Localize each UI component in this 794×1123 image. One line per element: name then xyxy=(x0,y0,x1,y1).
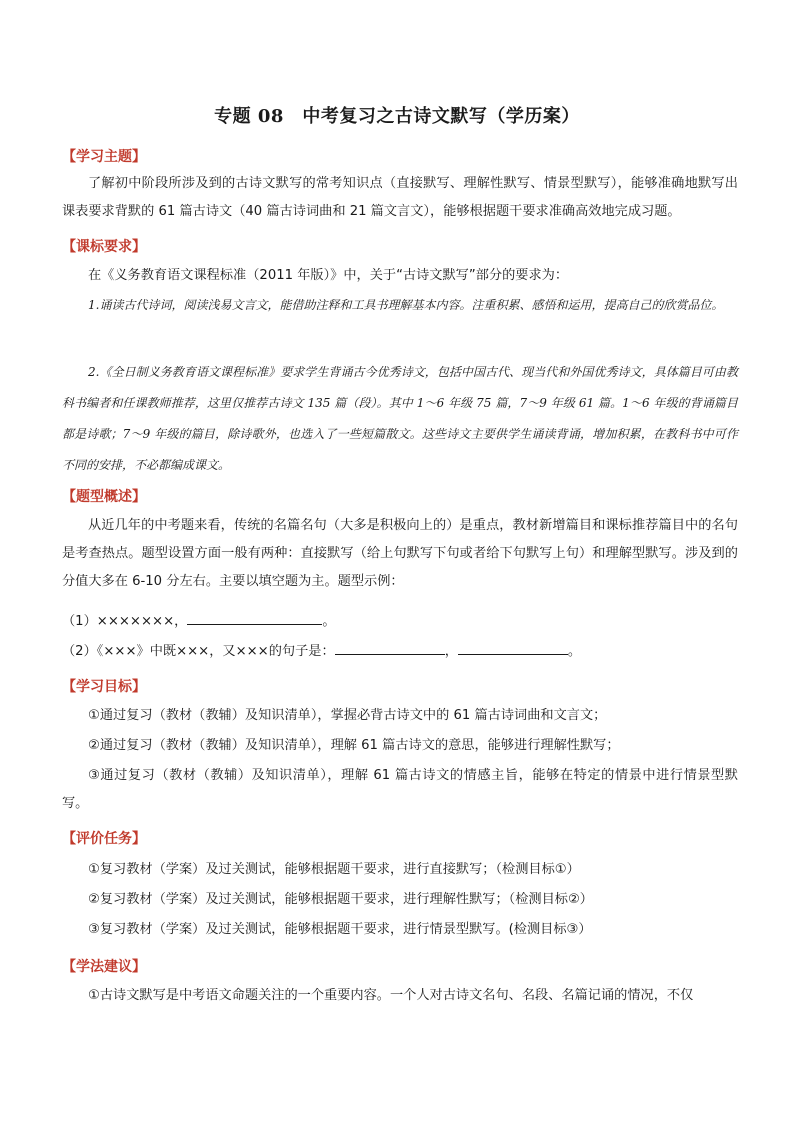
answer-blank[interactable] xyxy=(335,640,445,655)
answer-blank[interactable] xyxy=(458,640,568,655)
goal-item: ①通过复习（教材（教辅）及知识清单），掌握必背古诗文中的 61 篇古诗词曲和文言文； xyxy=(88,708,607,723)
goal-item: ③通过复习（教材（教辅）及知识清单），理解 61 篇古诗文的情感主旨，能够在特定的情景中进行情景型默写。 xyxy=(62,768,738,811)
curriculum-item-1: 1.诵读古代诗词，阅读浅易文言文，能借助注释和工具书理解基本内容。注重积累、感悟和运用，提高自己的欣赏品位。 xyxy=(88,298,724,312)
advice-body: ①古诗文默写是中考语文命题关注的一个重要内容。一个人对古诗文名句、名段、名篇记诵的情况，不仅 xyxy=(88,988,694,1003)
example-2-text: （2）《×××》中既×××，又×××的句子是： xyxy=(62,644,335,659)
heading-overview: 【题型概述】 xyxy=(62,489,146,505)
heading-advice: 【学法建议】 xyxy=(62,959,146,975)
task-item: ③复习教材（学案）及过关测试，能够根据题干要求，进行情景型默写。(检测目标③） xyxy=(88,922,592,937)
heading-theme: 【学习主题】 xyxy=(62,149,146,165)
example-1-text: （1）×××××××， xyxy=(62,614,188,629)
heading-tasks: 【评价任务】 xyxy=(62,831,146,847)
overview-body: 从近几年的中考题来看，传统的名篇名句（大多是积极向上的）是重点，教材新增篇目和课标推荐篇目中的名句是考查热点。题型设置方面一般有两种：直接默写（给上句默写下句或者给下句默写上句）和理解型默写。涉及到的分值大多在 6-10 分左右。主要以填空题为主。题型示例： xyxy=(62,518,738,589)
page-title: 专题 08 中考复习之古诗文默写（学历案） xyxy=(214,106,580,127)
example-1 xyxy=(62,610,336,634)
curriculum-item-2: 2.《全日制义务教育语文课程标准》要求学生背诵古今优秀诗文，包括中国古代、现当代和外国优秀诗文，具体篇目可由教科书编者和任课教师推荐，这里仅推荐古诗文 135 篇（段）。其中 1～6 年级 75 篇，7～9 年级 61 篇。1～6 年级的背诵篇目都是诗歌；7～9 年级的篇目，除诗歌外，也选入了一些短篇散文。这些诗文主要供学生诵读背诵，增加积累，在教科书中可作不同的安排，不必都编成课文。 xyxy=(62,365,738,472)
goal-item: ②通过复习（教材（教辅）及知识清单），理解 61 篇古诗文的意思，能够进行理解性默写； xyxy=(88,738,620,753)
theme-body: 了解初中阶段所涉及到的古诗文默写的常考知识点（直接默写、理解性默写、情景型默写），能够准确地默写出课表要求背默的 61 篇古诗文（40 篇古诗词曲和 21 篇文言文），能够根据题干要求准确高效地完成习题。 xyxy=(62,176,738,219)
example-2-end: 。 xyxy=(567,644,582,659)
example-2 xyxy=(62,640,581,664)
heading-goals: 【学习目标】 xyxy=(62,679,146,695)
answer-blank[interactable] xyxy=(187,610,322,625)
heading-curriculum: 【课标要求】 xyxy=(62,239,146,255)
curriculum-intro: 在《义务教育语文课程标准（2011 年版）》中，关于“古诗文默写”部分的要求为： xyxy=(88,268,569,283)
task-item: ①复习教材（学案）及过关测试，能够根据题干要求，进行直接默写；（检测目标①） xyxy=(88,862,580,877)
task-item: ②复习教材（学案）及过关测试，能够根据题干要求，进行理解性默写；（检测目标②） xyxy=(88,892,593,907)
example-1-end: 。 xyxy=(322,614,336,629)
example-2-sep: ， xyxy=(444,644,458,659)
